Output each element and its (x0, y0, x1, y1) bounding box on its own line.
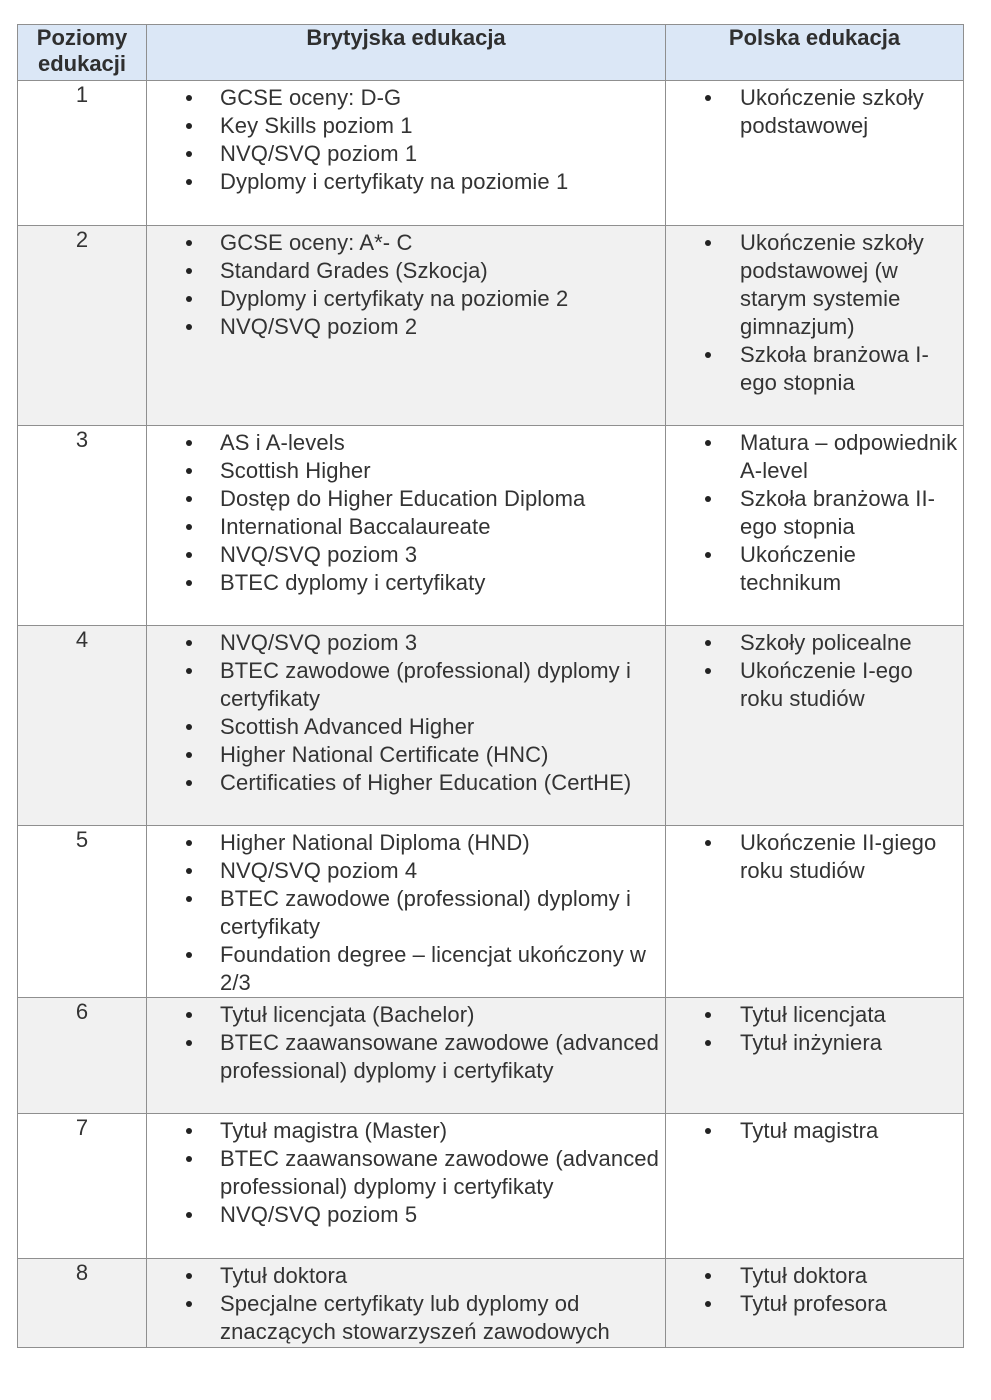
list-item: Tytuł magistra (666, 1117, 963, 1145)
british-cell (147, 626, 666, 826)
level-cell: 6 (18, 998, 147, 1114)
polish-cell (666, 826, 964, 998)
list-item: Ukończenie technikum (666, 541, 963, 597)
list-item: Scottish Advanced Higher (147, 713, 665, 741)
polish-cell (666, 1259, 964, 1348)
list-item: BTEC zaawansowane zawodowe (advanced professional) dyplomy i certyfikaty (147, 1145, 665, 1201)
header-polish: Polska edukacja (666, 25, 964, 81)
list-item: Szkoła branżowa II-ego stopnia (666, 485, 963, 541)
header-levels-line-2: edukacji (37, 51, 127, 76)
table-row-level-8 (18, 1259, 964, 1348)
british-cell (147, 81, 666, 226)
level-cell: 2 (18, 226, 147, 426)
list-item: Ukończenie II-giego roku studiów (666, 829, 963, 885)
british-cell (147, 1259, 666, 1348)
list-item: BTEC dyplomy i certyfikaty (147, 569, 665, 597)
polish-cell (666, 81, 964, 226)
list-item: Szkoła branżowa I-ego stopnia (666, 341, 963, 397)
list-item: Scottish Higher (147, 457, 665, 485)
header-row (18, 25, 964, 81)
level-cell: 5 (18, 826, 147, 998)
header-levels (18, 25, 147, 81)
list-item: Ukończenie szkoły podstawowej (w starym systemie gimnazjum) (666, 229, 963, 341)
polish-cell (666, 426, 964, 626)
level-cell: 8 (18, 1259, 147, 1348)
british-cell (147, 826, 666, 998)
list-item: Key Skills poziom 1 (147, 112, 665, 140)
list-item: Tytuł profesora (666, 1290, 963, 1318)
list-item: NVQ/SVQ poziom 3 (147, 629, 665, 657)
table-row-level-6 (18, 998, 964, 1114)
list-item: Higher National Diploma (HND) (147, 829, 665, 857)
list-item: Matura – odpowiednik A-level (666, 429, 963, 485)
table-row-level-4 (18, 626, 964, 826)
list-item: Tytuł inżyniera (666, 1029, 963, 1057)
table-row-level-2 (18, 226, 964, 426)
table-row-level-5 (18, 826, 964, 998)
polish-cell (666, 626, 964, 826)
list-item: NVQ/SVQ poziom 4 (147, 857, 665, 885)
list-item: International Baccalaureate (147, 513, 665, 541)
list-item: Ukończenie I-ego roku studiów (666, 657, 963, 713)
list-item: Higher National Certificate (HNC) (147, 741, 665, 769)
polish-cell (666, 998, 964, 1114)
level-cell: 7 (18, 1114, 147, 1259)
list-item: Standard Grades (Szkocja) (147, 257, 665, 285)
list-item: BTEC zawodowe (professional) dyplomy i certyfikaty (147, 885, 665, 941)
british-cell (147, 998, 666, 1114)
list-item: Tytuł licencjata (666, 1001, 963, 1029)
level-cell: 4 (18, 626, 147, 826)
list-item: Dyplomy i certyfikaty na poziomie 1 (147, 168, 665, 196)
table-row-level-1 (18, 81, 964, 226)
list-item: Tytuł licencjata (Bachelor) (147, 1001, 665, 1029)
list-item: NVQ/SVQ poziom 2 (147, 313, 665, 341)
list-item: Ukończenie szkoły podstawowej (666, 84, 963, 140)
list-item: Tytuł doktora (666, 1262, 963, 1290)
list-item: NVQ/SVQ poziom 3 (147, 541, 665, 569)
table-row-level-7 (18, 1114, 964, 1259)
list-item: NVQ/SVQ poziom 1 (147, 140, 665, 168)
header-levels-line-1: Poziomy (36, 25, 128, 50)
level-cell: 1 (18, 81, 147, 226)
list-item: Certificaties of Higher Education (CertHE) (147, 769, 665, 797)
header-british: Brytyjska edukacja (147, 25, 666, 81)
list-item: Dyplomy i certyfikaty na poziomie 2 (147, 285, 665, 313)
list-item: GCSE oceny: D-G (147, 84, 665, 112)
list-item: AS i A-levels (147, 429, 665, 457)
list-item: Tytuł magistra (Master) (147, 1117, 665, 1145)
level-cell: 3 (18, 426, 147, 626)
table-row-level-3 (18, 426, 964, 626)
education-levels-table (17, 24, 964, 1348)
list-item: Specjalne certyfikaty lub dyplomy od znaczących stowarzyszeń zawodowych (147, 1290, 665, 1346)
list-item: Foundation degree – licencjat ukończony w 2/3 (147, 941, 665, 997)
list-item: NVQ/SVQ poziom 5 (147, 1201, 665, 1229)
list-item: Dostęp do Higher Education Diploma (147, 485, 665, 513)
list-item: BTEC zaawansowane zawodowe (advanced professional) dyplomy i certyfikaty (147, 1029, 665, 1085)
british-cell (147, 426, 666, 626)
list-item: BTEC zawodowe (professional) dyplomy i certyfikaty (147, 657, 665, 713)
british-cell (147, 226, 666, 426)
polish-cell (666, 1114, 964, 1259)
polish-cell (666, 226, 964, 426)
list-item: GCSE oceny: A*- C (147, 229, 665, 257)
list-item: Szkoły policealne (666, 629, 963, 657)
british-cell (147, 1114, 666, 1259)
list-item: Tytuł doktora (147, 1262, 665, 1290)
